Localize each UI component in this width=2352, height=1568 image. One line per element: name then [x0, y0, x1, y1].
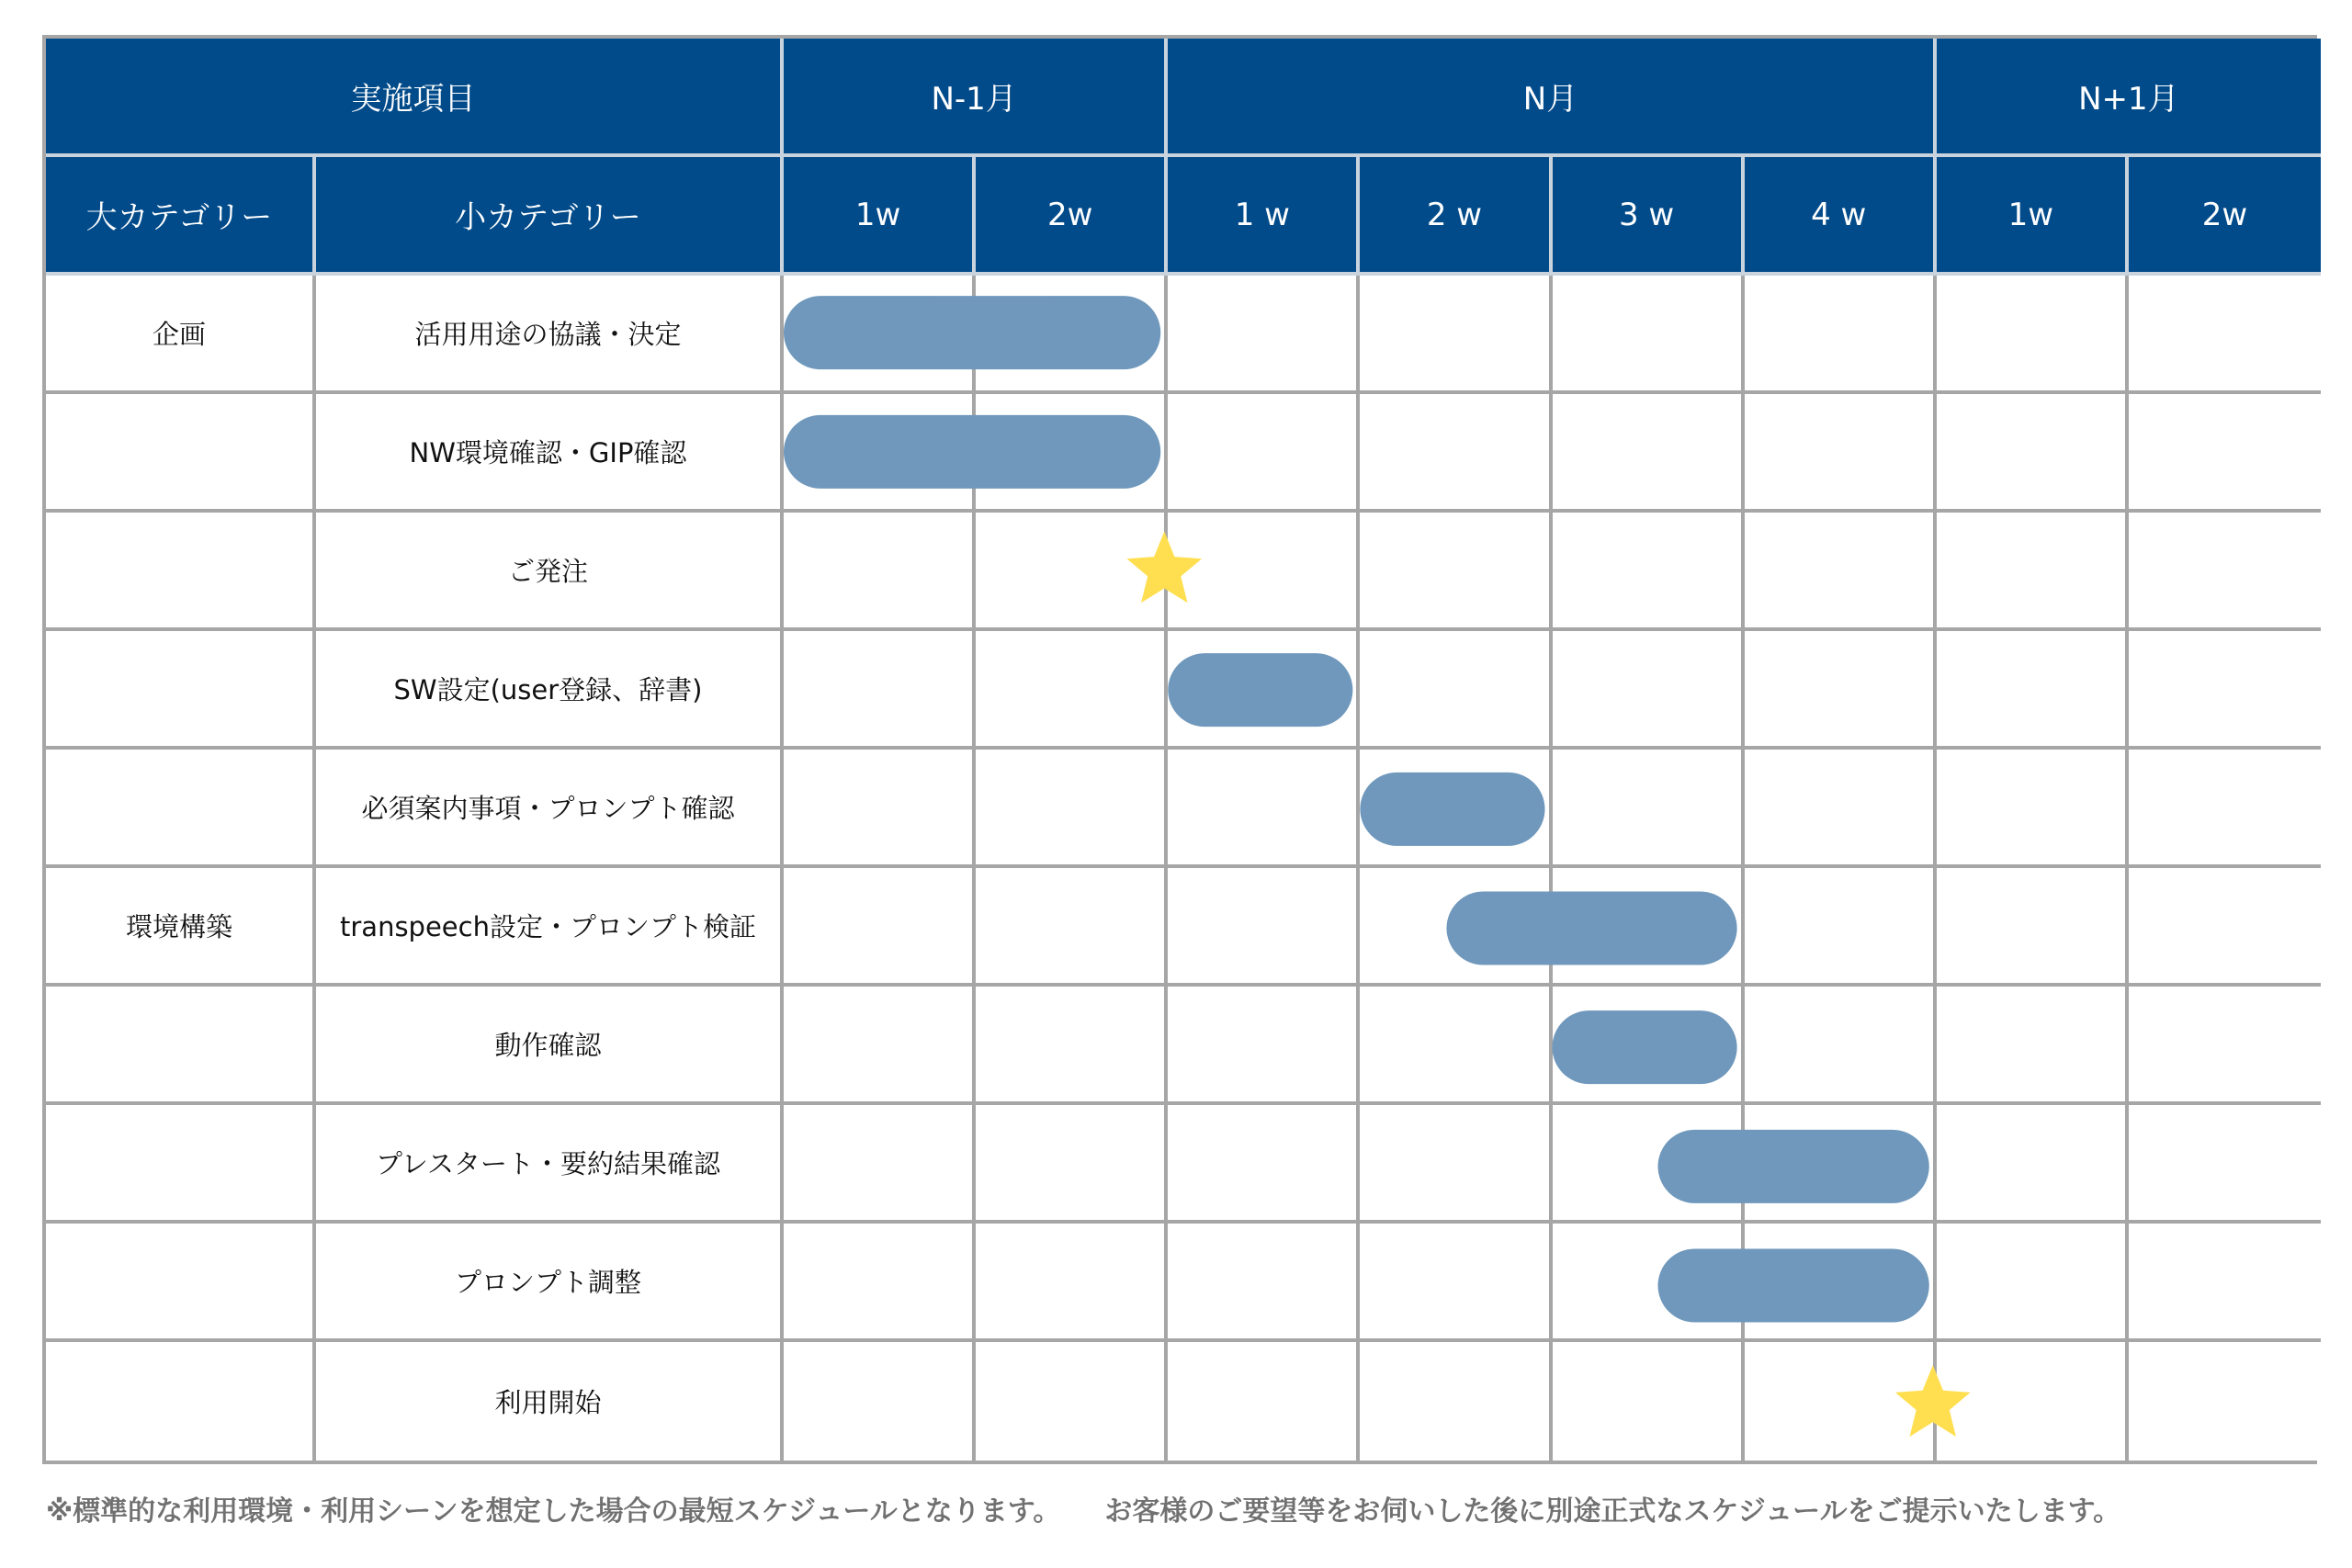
- week-cell: [1553, 987, 1745, 1105]
- week-cell: [1745, 631, 1937, 750]
- week-cell: [1553, 513, 1745, 631]
- week-cell: [1745, 750, 1937, 868]
- header-week: 2 w: [1360, 157, 1552, 276]
- header-month-n: N月: [1168, 39, 1937, 157]
- week-cell: [1937, 1342, 2129, 1461]
- week-cell: [976, 987, 1168, 1105]
- task-label: プレスタート・要約結果確認: [316, 1105, 784, 1224]
- week-cell: [1168, 513, 1360, 631]
- week-cell: [1937, 1105, 2129, 1224]
- footnote-right: お客様のご要望等をお伺いした後に別途正式なスケジュールをご提示いたします。: [1104, 1495, 2121, 1528]
- week-cell: [784, 513, 976, 631]
- task-label: 利用開始: [316, 1342, 784, 1461]
- week-cell: [976, 1224, 1168, 1342]
- week-cell: [1553, 1224, 1745, 1342]
- week-cell: [2129, 394, 2321, 513]
- major-category-cell: [46, 1224, 316, 1342]
- week-cell: [784, 394, 976, 513]
- major-category-cell: [46, 987, 316, 1105]
- header-week: 1 w: [1168, 157, 1360, 276]
- week-cell: [1553, 750, 1745, 868]
- week-cell: [1168, 631, 1360, 750]
- week-cell: [1360, 394, 1552, 513]
- week-cell: [784, 750, 976, 868]
- task-label: SW設定(user登録、辞書): [316, 631, 784, 750]
- week-cell: [1937, 513, 2129, 631]
- week-cell: [2129, 750, 2321, 868]
- major-category-cell: [46, 394, 316, 513]
- week-cell: [1553, 1105, 1745, 1224]
- week-cell: [1937, 987, 2129, 1105]
- week-cell: [2129, 987, 2321, 1105]
- header-week: 1w: [784, 157, 976, 276]
- week-cell: [1553, 394, 1745, 513]
- week-cell: [1745, 394, 1937, 513]
- week-cell: [1937, 750, 2129, 868]
- week-cell: [1360, 987, 1552, 1105]
- week-cell: [2129, 1224, 2321, 1342]
- week-cell: [1168, 1224, 1360, 1342]
- header-week: 2w: [976, 157, 1168, 276]
- week-cell: [2129, 868, 2321, 987]
- week-cell: [1168, 868, 1360, 987]
- header-minor-category: 小カテゴリー: [316, 157, 784, 276]
- week-cell: [976, 1342, 1168, 1461]
- week-cell: [784, 276, 976, 394]
- task-label: transpeech設定・プロンプト検証: [316, 868, 784, 987]
- week-cell: [976, 868, 1168, 987]
- week-cell: [1745, 987, 1937, 1105]
- major-category-cell: [46, 1105, 316, 1224]
- week-cell: [784, 1342, 976, 1461]
- header-major-category: 大カテゴリー: [46, 157, 316, 276]
- week-cell: [1745, 513, 1937, 631]
- week-cell: [2129, 1105, 2321, 1224]
- week-cell: [2129, 513, 2321, 631]
- task-label: 動作確認: [316, 987, 784, 1105]
- week-cell: [1360, 631, 1552, 750]
- week-cell: [1937, 276, 2129, 394]
- week-cell: [1360, 750, 1552, 868]
- major-category-cell: [46, 513, 316, 631]
- week-cell: [2129, 1342, 2321, 1461]
- week-cell: [976, 750, 1168, 868]
- week-cell: [1553, 868, 1745, 987]
- task-label: プロンプト調整: [316, 1224, 784, 1342]
- header-week: 1w: [1937, 157, 2129, 276]
- week-cell: [1168, 1342, 1360, 1461]
- footnote-left: ※標準的な利用環境・利用シーンを想定した場合の最短スケジュールとなります。: [46, 1495, 1061, 1528]
- header-week: 3 w: [1553, 157, 1745, 276]
- week-cell: [784, 987, 976, 1105]
- week-cell: [784, 631, 976, 750]
- week-cell: [1553, 276, 1745, 394]
- major-category-cell: [46, 631, 316, 750]
- footnote: [46, 1488, 2315, 1529]
- header-item: 実施項目: [46, 39, 784, 157]
- week-cell: [784, 868, 976, 987]
- week-cell: [2129, 631, 2321, 750]
- week-cell: [1745, 868, 1937, 987]
- week-cell: [1745, 1105, 1937, 1224]
- week-cell: [1168, 276, 1360, 394]
- week-cell: [976, 631, 1168, 750]
- task-label: NW環境確認・GIP確認: [316, 394, 784, 513]
- header-week: 4 w: [1745, 157, 1937, 276]
- week-cell: [1360, 513, 1552, 631]
- header-month-n-minus-1: N-1月: [784, 39, 1168, 157]
- week-cell: [1360, 1224, 1552, 1342]
- week-cell: [976, 394, 1168, 513]
- week-cell: [1745, 276, 1937, 394]
- header-month-n-plus-1: N+1月: [1937, 39, 2321, 157]
- week-cell: [1360, 1105, 1552, 1224]
- week-cell: [784, 1224, 976, 1342]
- week-cell: [976, 513, 1168, 631]
- task-label: ご発注: [316, 513, 784, 631]
- gantt-chart: [42, 35, 2317, 1464]
- week-cell: [1937, 868, 2129, 987]
- header-week: 2w: [2129, 157, 2321, 276]
- task-label: 必須案内事項・プロンプト確認: [316, 750, 784, 868]
- week-cell: [1745, 1342, 1937, 1461]
- week-cell: [1360, 1342, 1552, 1461]
- major-category-cell: 環境構築: [46, 868, 316, 987]
- major-category-cell: [46, 750, 316, 868]
- week-cell: [1360, 868, 1552, 987]
- major-category-cell: [46, 1342, 316, 1461]
- week-cell: [1937, 394, 2129, 513]
- week-cell: [1937, 631, 2129, 750]
- week-cell: [1168, 1105, 1360, 1224]
- week-cell: [976, 1105, 1168, 1224]
- task-label: 活用用途の協議・決定: [316, 276, 784, 394]
- week-cell: [784, 1105, 976, 1224]
- major-category-cell: 企画: [46, 276, 316, 394]
- week-cell: [1745, 1224, 1937, 1342]
- week-cell: [1937, 1224, 2129, 1342]
- week-cell: [1168, 394, 1360, 513]
- week-cell: [1553, 631, 1745, 750]
- week-cell: [1360, 276, 1552, 394]
- week-cell: [1168, 750, 1360, 868]
- week-cell: [1553, 1342, 1745, 1461]
- week-cell: [2129, 276, 2321, 394]
- week-cell: [976, 276, 1168, 394]
- week-cell: [1168, 987, 1360, 1105]
